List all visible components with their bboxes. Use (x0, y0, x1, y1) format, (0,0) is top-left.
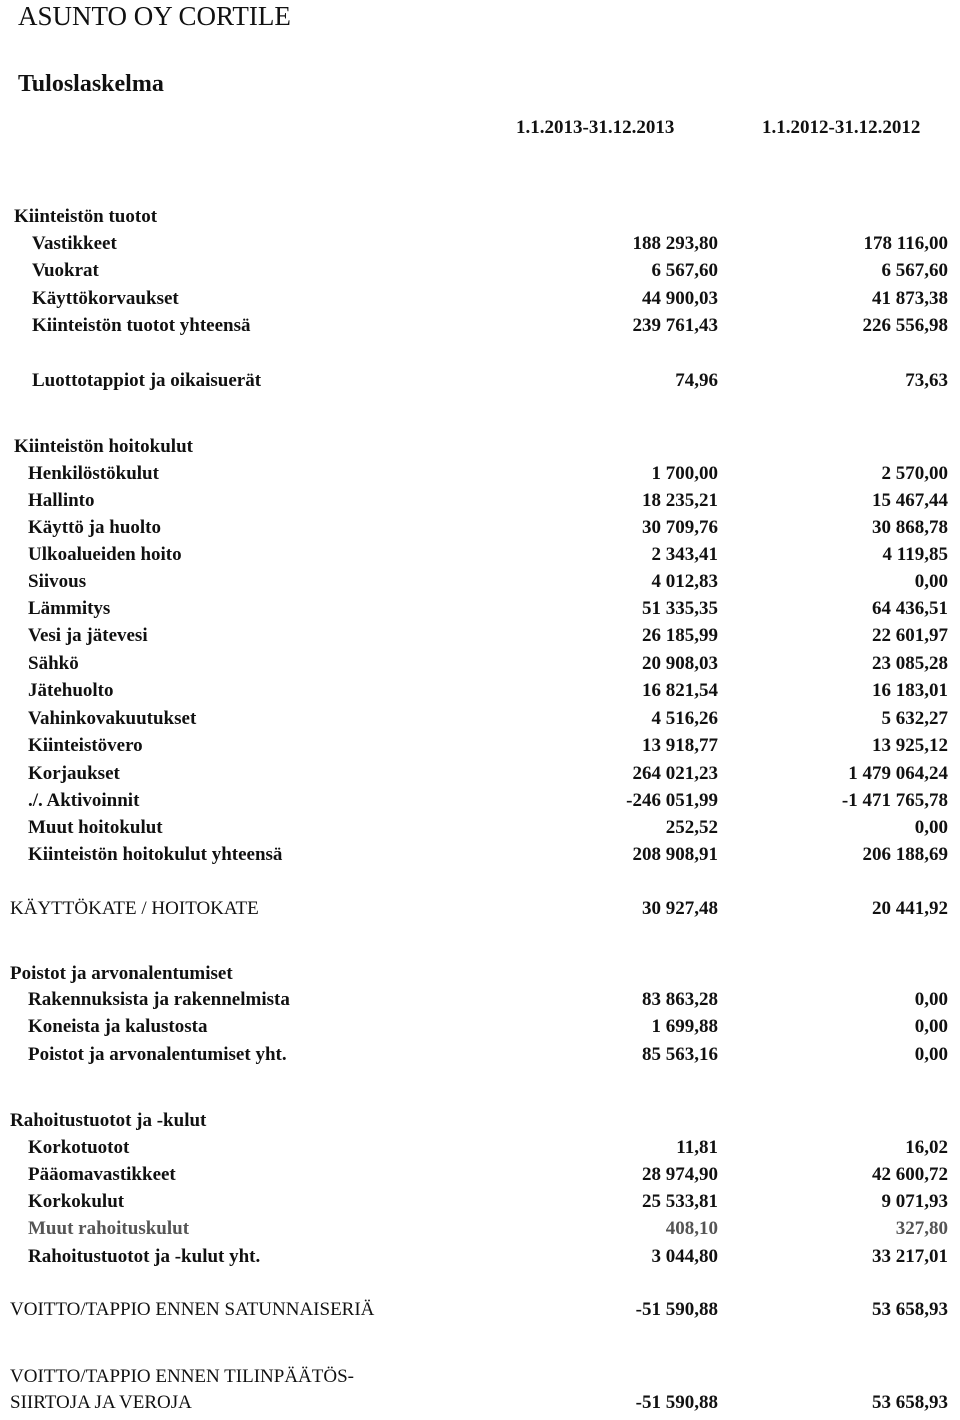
value-current: 85 563,16 (642, 1044, 718, 1065)
value-previous: 0,00 (914, 817, 948, 838)
value-previous: 73,63 (905, 370, 948, 391)
value-previous: 16,02 (905, 1137, 948, 1158)
row-label: Rahoitustuotot ja -kulut yht. (28, 1246, 261, 1267)
value-previous: 226 556,98 (862, 315, 948, 336)
value-current: 4 012,83 (651, 571, 718, 592)
value-current: 408,10 (665, 1218, 718, 1239)
value-previous: 327,80 (895, 1218, 948, 1239)
row-label: Vesi ja jätevesi (28, 625, 148, 646)
value-previous: 5 632,27 (881, 708, 948, 729)
section-heading-maintenance (0, 434, 960, 460)
value-previous: 178 116,00 (863, 233, 948, 254)
statement-row (0, 761, 960, 787)
value-current: 18 235,21 (642, 490, 718, 511)
section-heading-depreciation (0, 961, 960, 987)
value-current: 26 185,99 (642, 625, 718, 646)
row-label: Lämmitys (28, 598, 111, 619)
statement-row (0, 815, 960, 841)
row-label: Käyttökorvaukset (32, 288, 179, 309)
statement-row (0, 678, 960, 704)
statement-row (0, 623, 960, 649)
value-previous: 9 071,93 (881, 1191, 948, 1212)
statement-row (0, 1162, 960, 1188)
value-current: 208 908,91 (632, 844, 718, 865)
statement-row (0, 542, 960, 568)
value-previous: 53 658,93 (872, 1299, 948, 1320)
value-current: 6 567,60 (651, 260, 718, 281)
value-current: 4 516,26 (651, 708, 718, 729)
value-previous: 64 436,51 (872, 598, 948, 619)
statement-row (0, 651, 960, 677)
value-current: 252,52 (665, 817, 718, 838)
value-previous: 42 600,72 (872, 1164, 948, 1185)
row-label: Siivous (28, 571, 87, 592)
value-current: 16 821,54 (642, 680, 718, 701)
value-previous: 13 925,12 (872, 735, 948, 756)
label-line-1: VOITTO/TAPPIO ENNEN TILINPÄÄTÖS- (10, 1366, 354, 1387)
statement-row (0, 1135, 960, 1161)
row-label: Rakennuksista ja rakennelmista (28, 989, 290, 1010)
row-label: Kiinteistövero (28, 735, 143, 756)
row-label: Kiinteistön tuotot yhteensä (32, 315, 251, 336)
value-current: 11,81 (676, 1137, 718, 1158)
value-current: 30 709,76 (642, 517, 718, 538)
row-label: Muut rahoituskulut (28, 1218, 190, 1239)
statement-row-total (0, 842, 960, 868)
value-current: -51 590,88 (635, 1299, 718, 1320)
value-current: 30 927,48 (642, 898, 718, 919)
row-label: Vuokrat (32, 260, 99, 281)
row-label: Korkokulut (28, 1191, 125, 1212)
section-heading-label: Poistot ja arvonalentumiset (10, 963, 233, 984)
value-previous: 23 085,28 (872, 653, 948, 674)
row-label: Vahinkovakuutukset (28, 708, 197, 729)
value-previous: 0,00 (914, 571, 948, 592)
value-previous: 22 601,97 (872, 625, 948, 646)
value-current: 83 863,28 (642, 989, 718, 1010)
row-label: Korkotuotot (28, 1137, 130, 1158)
value-current: 13 918,77 (642, 735, 718, 756)
section-heading-label: Rahoitustuotot ja -kulut (10, 1110, 207, 1131)
period-previous-header: 1.1.2012-31.12.2012 (762, 117, 921, 138)
value-previous: 33 217,01 (872, 1246, 948, 1267)
value-current: 2 343,41 (651, 544, 718, 565)
row-label: Vastikkeet (32, 233, 117, 254)
row-label: Poistot ja arvonalentumiset yht. (28, 1044, 287, 1065)
value-previous: 0,00 (914, 989, 948, 1010)
value-previous: 2 570,00 (881, 463, 948, 484)
row-label: KÄYTTÖKATE / HOITOKATE (10, 898, 259, 919)
statement-row (0, 231, 960, 257)
value-current: 28 974,90 (642, 1164, 718, 1185)
statement-row (0, 569, 960, 595)
statement-row (0, 488, 960, 514)
value-current: 51 335,35 (642, 598, 718, 619)
row-label: Sähkö (28, 653, 79, 674)
statement-row-credit-losses (0, 368, 960, 394)
statement-row-result-before-appropriations (0, 1390, 960, 1416)
value-previous: 6 567,60 (881, 260, 948, 281)
value-current: 188 293,80 (632, 233, 718, 254)
value-previous: 4 119,85 (882, 544, 948, 565)
value-current: 264 021,23 (632, 763, 718, 784)
row-label: Muut hoitokulut (28, 817, 163, 838)
value-previous: 15 467,44 (872, 490, 948, 511)
section-heading-income (0, 204, 960, 230)
row-label: Jätehuolto (28, 680, 114, 701)
row-label: VOITTO/TAPPIO ENNEN SATUNNAISERIÄ (10, 1299, 375, 1320)
document-title: Tuloslaskelma (18, 71, 164, 97)
statement-row-total (0, 1244, 960, 1270)
statement-row (0, 1014, 960, 1040)
row-label: ./. Aktivoinnit (28, 790, 140, 811)
statement-row (0, 1189, 960, 1215)
statement-row-total (0, 313, 960, 339)
value-current: 239 761,43 (632, 315, 718, 336)
row-label: Koneista ja kalustosta (28, 1016, 208, 1037)
value-previous: 20 441,92 (872, 898, 948, 919)
row-label: Hallinto (28, 490, 95, 511)
row-label: Luottotappiot ja oikaisuerät (32, 370, 262, 391)
statement-row (0, 258, 960, 284)
company-name: ASUNTO OY CORTILE (18, 1, 291, 31)
section-heading-label: Kiinteistön hoitokulut (14, 436, 193, 457)
statement-row (0, 461, 960, 487)
value-previous: 30 868,78 (872, 517, 948, 538)
value-previous: 53 658,93 (872, 1392, 948, 1413)
statement-row-operating-margin (0, 896, 960, 922)
statement-row (0, 987, 960, 1013)
value-previous: -1 471 765,78 (841, 790, 948, 811)
value-previous: 0,00 (914, 1044, 948, 1065)
value-current: 20 908,03 (642, 653, 718, 674)
row-label: Kiinteistön hoitokulut yhteensä (28, 844, 283, 865)
value-current: -246 051,99 (626, 790, 718, 811)
statement-row (0, 596, 960, 622)
statement-row (0, 788, 960, 814)
value-previous: 0,00 (914, 1016, 948, 1037)
period-current-header: 1.1.2013-31.12.2013 (516, 117, 675, 138)
statement-row (0, 515, 960, 541)
statement-row-result-before-extraordinary (0, 1297, 960, 1323)
value-previous: 1 479 064,24 (848, 763, 948, 784)
section-heading-label: Kiinteistön tuotot (14, 206, 158, 227)
statement-row-total (0, 1042, 960, 1068)
value-current: 74,96 (675, 370, 718, 391)
value-current: 1 699,88 (651, 1016, 718, 1037)
row-label: Henkilöstökulut (28, 463, 159, 484)
row-label: Korjaukset (28, 763, 120, 784)
row-label: Ulkoalueiden hoito (28, 544, 182, 565)
value-current: 44 900,03 (642, 288, 718, 309)
row-label: Käyttö ja huolto (28, 517, 161, 538)
section-heading-financial (0, 1108, 960, 1134)
value-current: 3 044,80 (651, 1246, 718, 1267)
label-line-2: SIIRTOJA JA VEROJA (10, 1392, 192, 1413)
value-previous: 41 873,38 (872, 288, 948, 309)
value-current: 25 533,81 (642, 1191, 718, 1212)
value-current: -51 590,88 (635, 1392, 718, 1413)
value-previous: 206 188,69 (862, 844, 948, 865)
statement-row (0, 286, 960, 312)
value-previous: 16 183,01 (872, 680, 948, 701)
row-label: Pääomavastikkeet (28, 1164, 176, 1185)
statement-row (0, 706, 960, 732)
value-current: 1 700,00 (651, 463, 718, 484)
statement-row (0, 733, 960, 759)
statement-row (0, 1216, 960, 1242)
